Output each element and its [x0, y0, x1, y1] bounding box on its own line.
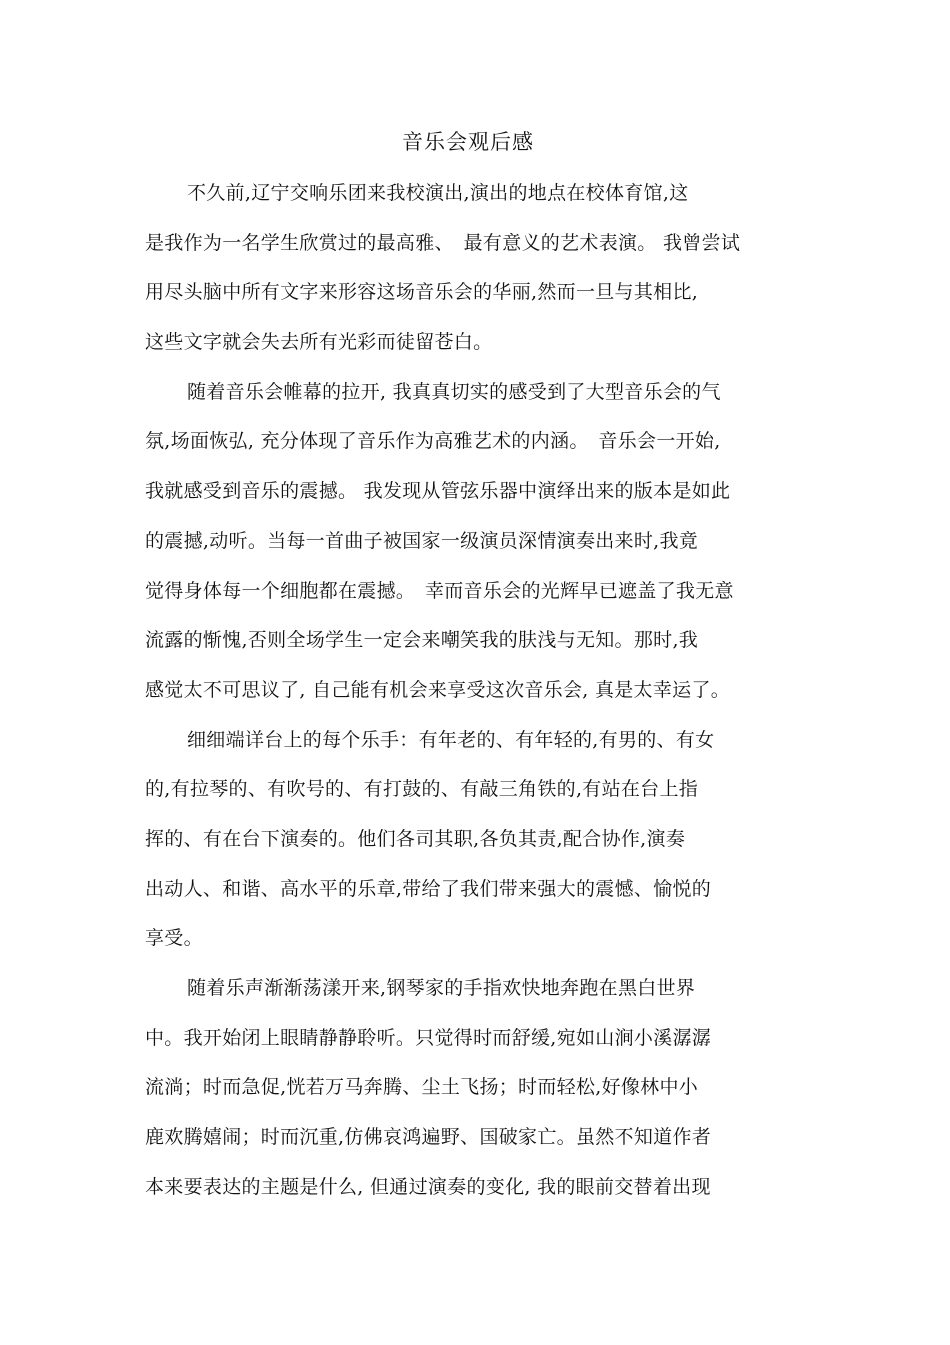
text-line: 挥的、有在台下演奏的。他们各司其职,各负其责,配合协作,演奏	[145, 827, 686, 850]
text-line: 我就感受到音乐的震撼。 我发现从管弦乐器中演绎出来的版本是如此	[145, 480, 731, 503]
text-line: 本来要表达的主题是什么, 但通过演奏的变化, 我的眼前交替着出现	[145, 1175, 711, 1198]
text-line: 中。我开始闭上眼睛静静聆听。只觉得时而舒缓,宛如山涧小溪潺潺	[145, 1026, 712, 1049]
text-line: 是我作为一名学生欣赏过的最高雅、 最有意义的艺术表演。 我曾尝试	[145, 231, 741, 254]
text-line: 用尽头脑中所有文字来形容这场音乐会的华丽,然而一旦与其相比,	[145, 281, 699, 304]
text-line: 这些文字就会失去所有光彩而徒留苍白。	[145, 331, 493, 354]
text-line: 的震撼,动听。当每一首曲子被国家一级演员深情演奏出来时,我竟	[145, 529, 699, 552]
text-line: 流露的惭愧,否则全场学生一定会来嘲笑我的肤浅与无知。那时,我	[145, 629, 699, 652]
text-line: 随着乐声渐渐荡漾开来,钢琴家的手指欢快地奔跑在黑白世界	[187, 977, 696, 999]
text-line: 不久前,辽宁交响乐团来我校演出,演出的地点在校体育馆,这	[187, 182, 689, 204]
document-body	[145, 176, 825, 1219]
document-title: 音乐会观后感	[402, 130, 534, 154]
text-line: 感觉太不可思议了, 自己能有机会来享受这次音乐会, 真是太幸运了。	[145, 678, 731, 701]
text-line: 的,有拉琴的、有吹号的、有打鼓的、有敲三角铁的,有站在台上指	[145, 778, 699, 801]
text-line: 鹿欢腾嬉闹；时而沉重,仿佛哀鸿遍野、国破家亡。虽然不知道作者	[145, 1126, 712, 1149]
text-line: 氛,场面恢弘, 充分体现了音乐作为高雅艺术的内涵。 音乐会一开始,	[145, 430, 721, 453]
text-line: 享受。	[145, 927, 203, 950]
text-line: 觉得身体每一个细胞都在震撼。 幸而音乐会的光辉早已遮盖了我无意	[145, 579, 734, 602]
text-line: 细细端详台上的每个乐手：有年老的、有年轻的,有男的、有女	[187, 728, 715, 751]
text-line: 流淌；时而急促,恍若万马奔腾、尘土飞扬；时而轻松,好像林中小	[145, 1076, 699, 1099]
text-line: 出动人、和谐、高水平的乐章,带给了我们带来强大的震憾、愉悦的	[145, 877, 712, 900]
text-line: 随着音乐会帷幕的拉开, 我真真切实的感受到了大型音乐会的气	[187, 380, 721, 403]
